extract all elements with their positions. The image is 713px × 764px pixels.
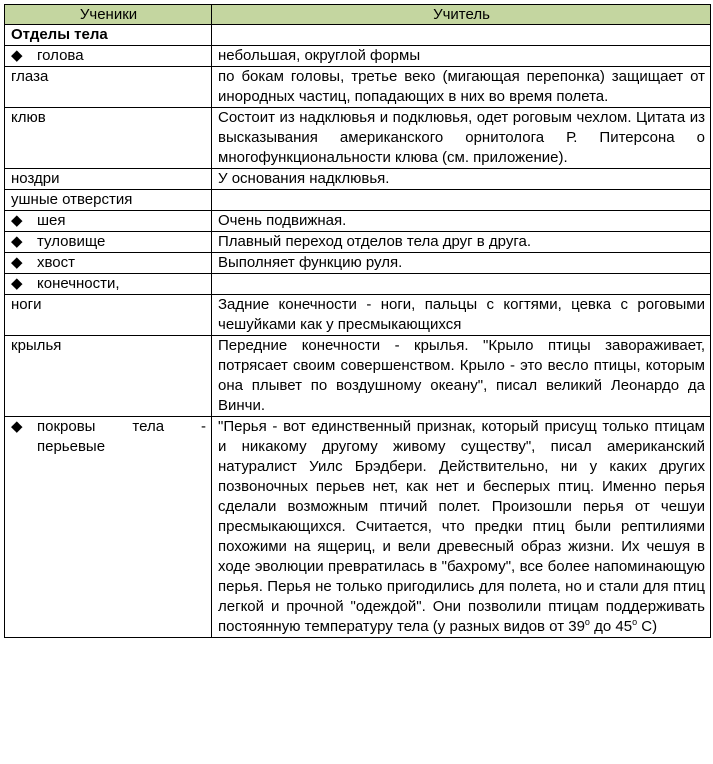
row-label-text: ноздри — [11, 170, 60, 187]
row-text — [212, 274, 711, 295]
row-text: небольшая, округлой формы — [212, 46, 711, 67]
row-label — [5, 274, 212, 295]
row-text: Передние конечности - крылья. "Крыло птицы завораживает, потрясает своим совершенством. Крыло - это весло птицы, которым она плывет по воздушному океану", писал великий Леонардо да Винчи. — [212, 336, 711, 417]
table-row — [5, 232, 711, 253]
row-label — [5, 253, 212, 274]
table-row — [5, 108, 711, 169]
table-row — [5, 67, 711, 108]
row-text: Очень подвижная. — [212, 211, 711, 232]
diamond-bullet-icon: ◆ — [11, 47, 23, 64]
table-row — [5, 253, 711, 274]
row-text: Плавный переход отделов тела друг в друга. — [212, 232, 711, 253]
row-label — [5, 211, 212, 232]
row-label — [5, 46, 212, 67]
table-row — [5, 274, 711, 295]
row-text: Задние конечности - ноги, пальцы с когтями, цевка с роговыми чешуйками как у пресмыкающихся — [212, 295, 711, 336]
header-students: Ученики — [5, 5, 212, 25]
covers-text-end: С) — [637, 618, 658, 635]
row-label-covers-line1: покровы тела - — [37, 418, 206, 435]
row-label-text: туловище — [37, 233, 106, 250]
header-row — [5, 5, 711, 25]
row-text-covers — [212, 417, 711, 638]
row-text: Выполняет функцию руля. — [212, 253, 711, 274]
row-label-text: ушные отверстия — [11, 191, 133, 208]
diamond-bullet-icon: ◆ — [11, 275, 23, 292]
table-row — [5, 295, 711, 336]
row-label-text: клюв — [11, 109, 46, 126]
table-row — [5, 169, 711, 190]
row-label — [5, 67, 212, 108]
row-label — [5, 295, 212, 336]
row-label-text: хвост — [37, 254, 76, 271]
row-label-text: крылья — [11, 337, 62, 354]
covers-text-mid: до 45 — [589, 618, 633, 635]
row-label-covers-line2: перьевые — [37, 438, 106, 455]
row-label-text: глаза — [11, 68, 49, 85]
table-row — [5, 336, 711, 417]
section-row — [5, 25, 711, 46]
row-label — [5, 190, 212, 211]
row-label — [5, 336, 212, 417]
table-row — [5, 46, 711, 67]
table-row-covers — [5, 417, 711, 638]
row-label-text: ноги — [11, 296, 42, 313]
degree-sup-high: о — [632, 617, 638, 627]
row-label-text: конечности, — [37, 275, 120, 292]
diamond-bullet-icon: ◆ — [11, 418, 23, 435]
row-text: У основания надклювья. — [212, 169, 711, 190]
body-parts-table — [4, 4, 711, 638]
covers-text: "Перья - вот единственный признак, который присущ только птицам и никакому другому живому существу", писал американский натуралист Уилс Брэдбери. Действительно, ни у каких других позвоночных перьев нет, как нет и бесперых птиц. Именно перья сделали возможным птичий полет. Произошли перья от чешуи пресмыкающихся. Считается, что предки птиц были рептилиями похожими на ящериц, и вели древесный образ жизни. Их чешуя в ходе эволюции превратилась в "бахрому", все более напоминающую перья. Перья не только пригодились для полета, но и стали для птиц легкой и прочной "одеждой". Они позволили птицам поддерживать постоянную температуру тела (у разных видов от 39 — [218, 418, 705, 635]
header-teacher: Учитель — [212, 5, 711, 25]
row-label-text: голова — [37, 47, 84, 64]
row-text: по бокам головы, третье веко (мигающая перепонка) защищает от инородных частиц, попадающих в них во время полета. — [212, 67, 711, 108]
row-label — [5, 169, 212, 190]
row-label-covers — [5, 417, 212, 638]
table-row — [5, 190, 711, 211]
diamond-bullet-icon: ◆ — [11, 212, 23, 229]
section-title: Отделы тела — [5, 25, 212, 46]
diamond-bullet-icon: ◆ — [11, 254, 23, 271]
table-row — [5, 211, 711, 232]
row-label — [5, 108, 212, 169]
degree-sup-low: о — [584, 617, 590, 627]
row-text — [212, 190, 711, 211]
row-text: Состоит из надклювья и подклювья, одет роговым чехлом. Цитата из высказывания американского орнитолога Р. Питерсона о многофункциональности клюва (см. приложение). — [212, 108, 711, 169]
section-empty-cell — [212, 25, 711, 46]
row-label-text: шея — [37, 212, 66, 229]
row-label — [5, 232, 212, 253]
diamond-bullet-icon: ◆ — [11, 233, 23, 250]
